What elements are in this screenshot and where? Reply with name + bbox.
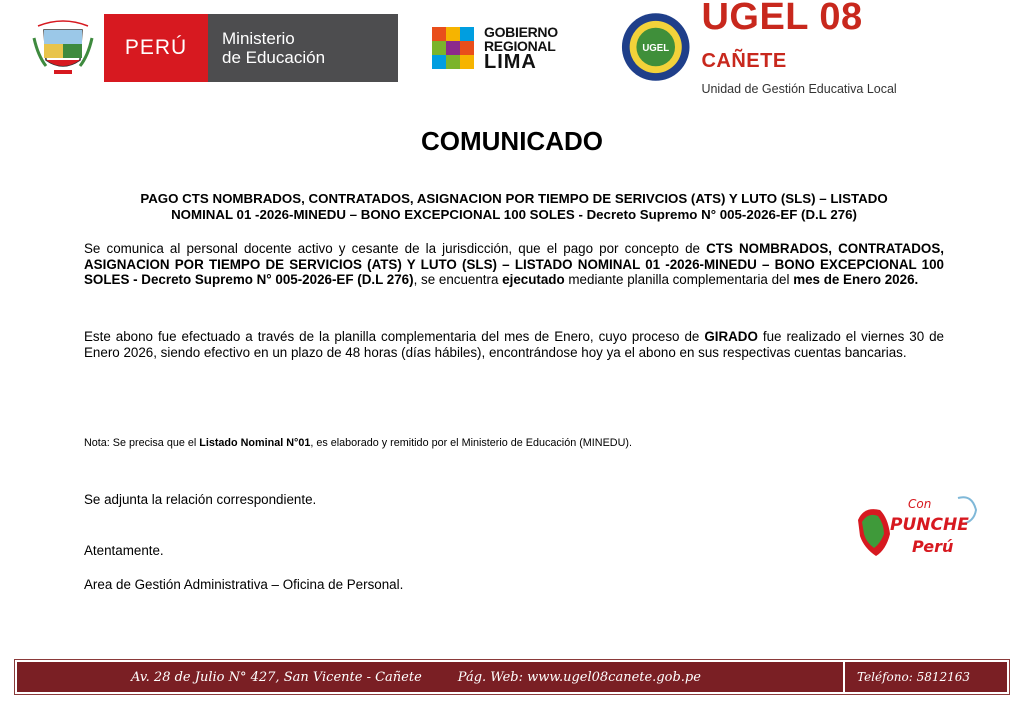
footer-bar xyxy=(14,659,1010,695)
ugel-text xyxy=(701,0,950,96)
minedu-line2: de Educación xyxy=(222,48,326,67)
para1-status: ejecutado xyxy=(502,272,565,288)
para1-intro: Se comunica al personal docente activo y cesante de la jurisdicción, que el pago por concepto de xyxy=(84,241,707,256)
peru-map-heart-icon xyxy=(858,509,890,556)
footer-address: Av. 28 de Julio N° 427, San Vicente - Cañete xyxy=(131,669,422,685)
para1-mid: , se encuentra xyxy=(413,272,503,288)
punche-con: Con xyxy=(908,497,932,511)
atentamente-text: Atentamente. xyxy=(84,543,164,558)
ugel-title-suffix: CAÑETE xyxy=(701,50,787,72)
para2-girado: GIRADO xyxy=(704,329,758,344)
ugel-title xyxy=(701,0,950,80)
punche-peru: Perú xyxy=(912,537,954,556)
footer-web: Pág. Web: www.ugel08canete.gob.pe xyxy=(457,669,701,685)
subheading-line1: PAGO CTS NOMBRADOS, CONTRATADOS, ASIGNACION POR TIEMPO DE SERIVCIOS (ATS) Y LUTO (SLS) – LISTADO xyxy=(140,191,888,206)
ugel-logo xyxy=(620,0,950,96)
gob-line3: LIMA xyxy=(484,50,537,73)
escudo-icon xyxy=(22,14,104,82)
subheading-line2: NOMINAL 01 -2026-MINEDU – BONO EXCEPCIONAL 100 SOLES - Decreto Supremo N° 005-2026-EF (D.L 276) xyxy=(171,207,857,222)
punche-word: PUNCHE xyxy=(890,515,969,535)
ugel-title-main: UGEL 08 xyxy=(701,0,863,38)
adjunta-text: Se adjunta la relación correspondiente. xyxy=(84,492,317,507)
footer-main xyxy=(17,662,843,692)
minedu-label xyxy=(208,14,398,82)
nota-bold: Listado Nominal N°01 xyxy=(199,437,311,449)
footer-phone: Teléfono: 5812163 xyxy=(845,662,1007,692)
ugel-seal-icon xyxy=(620,10,691,84)
gobierno-regional-icon xyxy=(428,23,478,73)
para2-rest: fue realizado el viernes 30 de Enero 2026, siendo efectivo en un plazo de 48 horas (días hábiles), encontrándose hoy ya el abono en sus respectivas cuentas bancarias. xyxy=(84,329,945,360)
minedu-logo xyxy=(22,14,398,82)
paragraph-1 xyxy=(84,241,944,288)
para2-intro: Este abono fue efectuado a través de la planilla complementaria del mes de Enero, cuyo proceso de xyxy=(84,329,705,344)
ugel-subtitle: Unidad de Gestión Educativa Local xyxy=(701,82,897,96)
para1-concept: CTS NOMBRADOS, CONTRATADOS, ASIGNACION POR TIEMPO DE SERVICIOS (ATS) Y LUTO (SLS) – LISTADO NOMINAL 01 -2026-MINEDU – BONO EXCEPCIONAL 100 SOLES - Decreto Supremo N° 005-2026-EF (D.L 276) xyxy=(84,241,944,288)
para1-month: mes de Enero 2026. xyxy=(793,272,919,288)
subheading xyxy=(86,191,942,223)
nota xyxy=(84,437,632,449)
nota-rest: , es elaborado y remitido por el Ministerio de Educación (MINEDU). xyxy=(310,437,632,449)
gobierno-regional-text xyxy=(484,25,558,72)
gob-line1: GOBIERNO xyxy=(484,23,558,40)
gob-line2: REGIONAL xyxy=(484,37,556,54)
page-title: COMUNICADO xyxy=(421,126,603,156)
paragraph-2 xyxy=(84,329,944,360)
peru-label: PERÚ xyxy=(104,14,208,82)
con-punche-peru-logo xyxy=(850,490,982,570)
gobierno-regional-logo xyxy=(428,20,580,76)
minedu-line1: Ministerio xyxy=(222,29,295,48)
nota-intro: Nota: Se precisa que el xyxy=(84,437,200,449)
para1-mid2: mediante planilla complementaria del xyxy=(564,272,794,288)
firma-text: Area de Gestión Administrativa – Oficina de Personal. xyxy=(84,577,404,592)
ugel-badge-text: UGEL xyxy=(642,42,670,54)
